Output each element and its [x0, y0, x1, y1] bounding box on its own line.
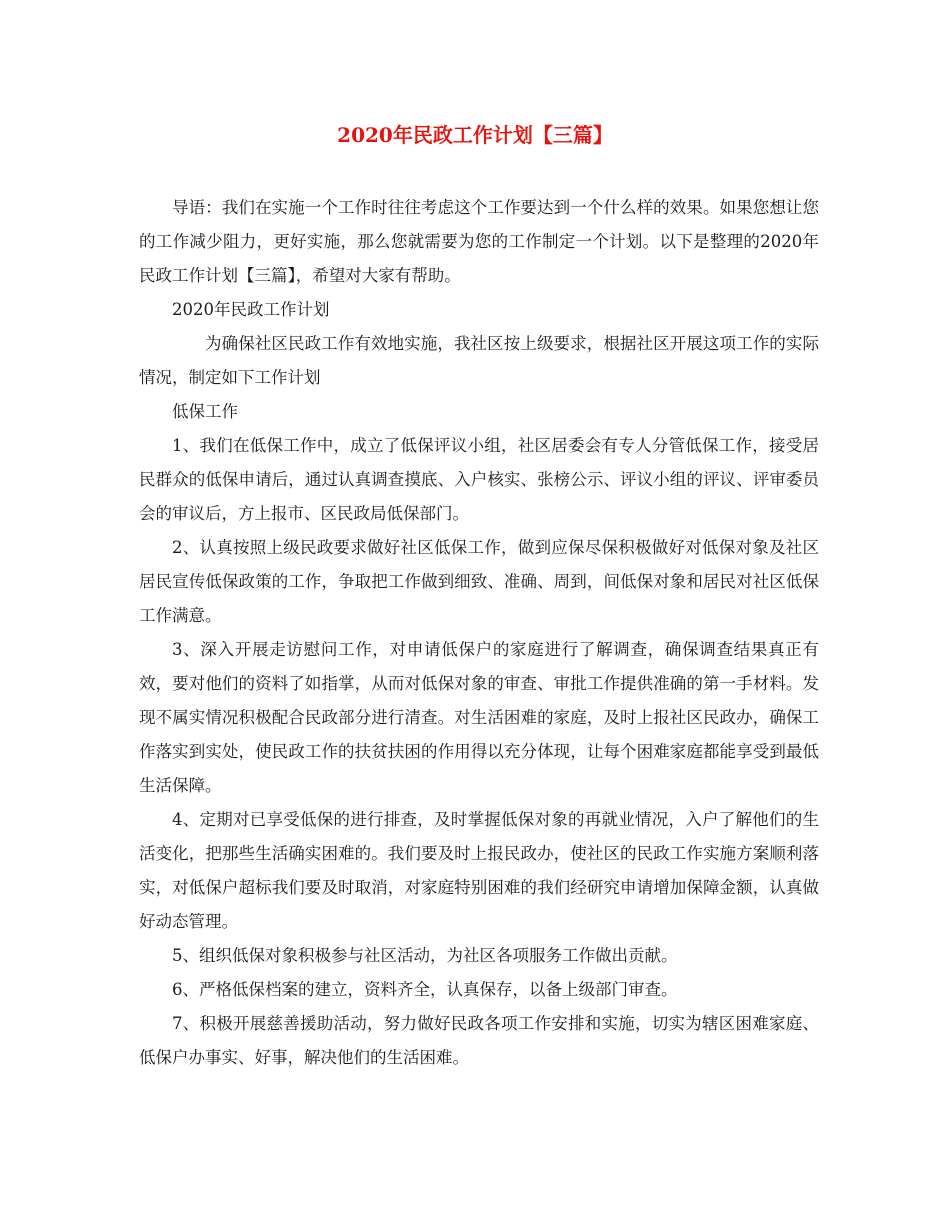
document-title: 2020年民政工作计划【三篇】: [337, 123, 613, 147]
intro-paragraph: 导语：我们在实施一个工作时往往考虑这个工作要达到一个什么样的效果。如果您想让您的工作减少阻力，更好实施，那么您就需要为您的工作制定一个计划。以下是整理的2020年民政工作计划【三篇】，希望对大家有帮助。: [139, 198, 819, 285]
item-paragraph: 7、积极开展慈善援助活动，努力做好民政各项工作安排和实施，切实为辖区困难家庭、低保户办事实、好事，解决他们的生活困难。: [139, 1014, 819, 1067]
subsection-heading: 低保工作: [172, 402, 238, 421]
item-paragraph: 3、深入开展走访慰问工作，对申请低保户的家庭进行了解调查，确保调查结果真正有效，要对他们的资料了如指掌，从而对低保对象的审查、审批工作提供准确的第一手材料。发现不属实情况积极配合民政部分进行清查。对生活困难的家庭，及时上报社区民政办，确保工作落实到实处，使民政工作的扶贫扶困的作用得以充分体现，让每个困难家庭都能享受到最低生活保障。: [139, 640, 819, 795]
item-paragraph: 4、定期对已享受低保的进行排查，及时掌握低保对象的再就业情况，入户了解他们的生活变化，把那些生活确实困难的。我们要及时上报民政办，使社区的民政工作实施方案顺利落实，对低保户超标我们要及时取消，对家庭特别困难的我们经研究申请增加保障金额，认真做好动态管理。: [139, 810, 819, 931]
item-paragraph: 6、严格低保档案的建立，资料齐全，认真保存，以备上级部门审查。: [172, 980, 678, 999]
plan-intro-paragraph: 为确保社区民政工作有效地实施，我社区按上级要求，根据社区开展这项工作的实际情况，制定如下工作计划: [139, 334, 819, 387]
item-paragraph: 5、组织低保对象积极参与社区活动，为社区各项服务工作做出贡献。: [172, 946, 678, 965]
item-paragraph: 2、认真按照上级民政要求做好社区低保工作，做到应保尽保积极做好对低保对象及社区居民宣传低保政策的工作，争取把工作做到细致、准确、周到，间低保对象和居民对社区低保工作满意。: [139, 538, 819, 625]
item-paragraph: 1、我们在低保工作中，成立了低保评议小组，社区居委会有专人分管低保工作，接受居民群众的低保申请后，通过认真调查摸底、入户核实、张榜公示、评议小组的评议、评审委员会的审议后，方上报市、区民政局低保部门。: [139, 436, 819, 523]
section-heading: 2020年民政工作计划: [172, 300, 330, 319]
document-body: [139, 191, 819, 1075]
